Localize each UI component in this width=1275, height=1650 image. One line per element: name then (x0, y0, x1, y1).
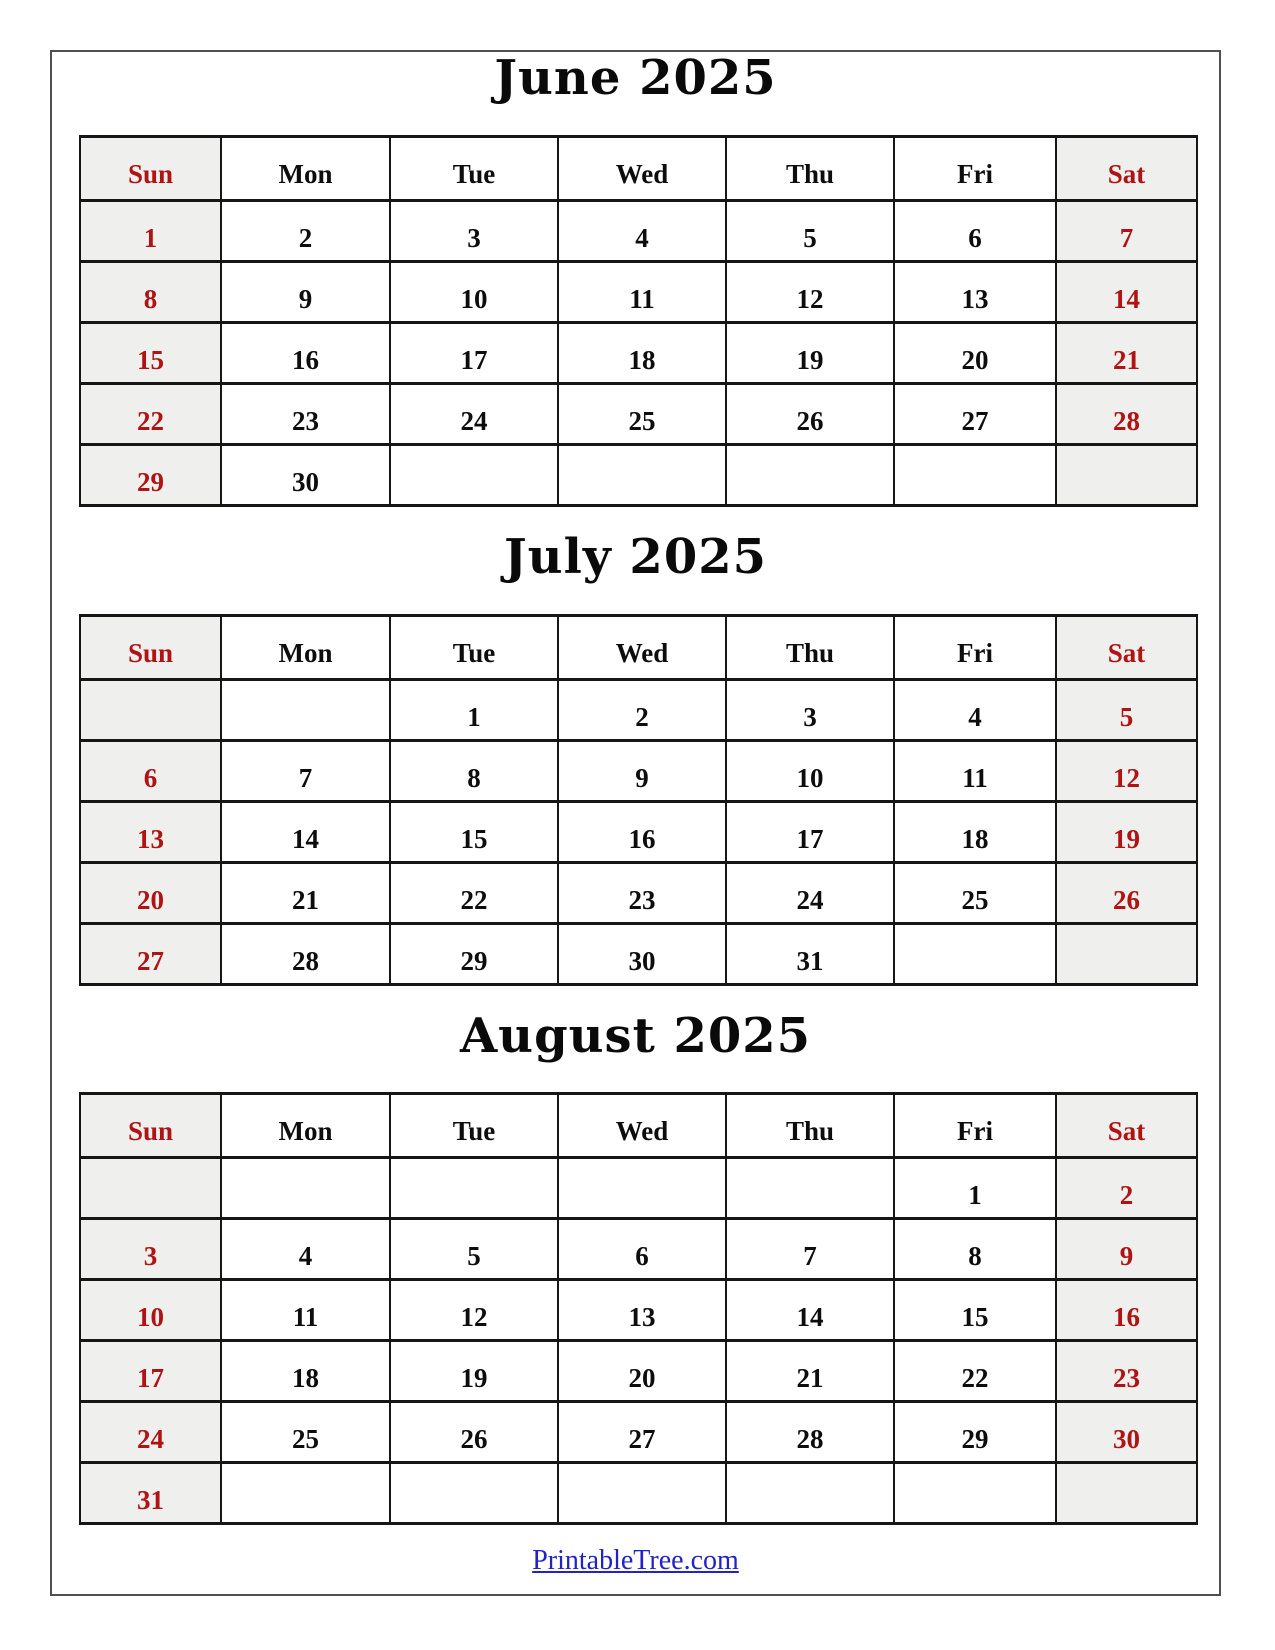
day-cell: 2 (1056, 1158, 1197, 1219)
week-row (80, 261, 1197, 322)
day-cell: 17 (726, 801, 894, 862)
week-row (80, 801, 1197, 862)
day-cell: 8 (80, 261, 221, 322)
week-row (80, 1280, 1197, 1341)
day-cell: 7 (221, 740, 390, 801)
day-cell: 22 (894, 1341, 1056, 1402)
week-row (80, 740, 1197, 801)
day-cell: 25 (558, 383, 726, 444)
empty-day-cell (80, 679, 221, 740)
day-cell: 18 (894, 801, 1056, 862)
empty-day-cell (221, 1463, 390, 1524)
day-cell: 12 (1056, 740, 1197, 801)
empty-day-cell (894, 923, 1056, 984)
empty-day-cell (390, 1158, 558, 1219)
empty-day-cell (221, 1158, 390, 1219)
day-cell: 25 (894, 862, 1056, 923)
weekday-header-thu: Thu (726, 615, 894, 679)
day-cell: 24 (726, 862, 894, 923)
empty-day-cell (221, 679, 390, 740)
weekday-header-thu: Thu (726, 1094, 894, 1158)
day-cell: 13 (894, 261, 1056, 322)
footer (52, 1545, 1219, 1577)
day-cell: 6 (80, 740, 221, 801)
day-cell: 30 (558, 923, 726, 984)
day-cell: 14 (1056, 261, 1197, 322)
weekday-header-sat: Sat (1056, 615, 1197, 679)
day-cell: 23 (558, 862, 726, 923)
day-cell: 18 (221, 1341, 390, 1402)
weekday-header-fri: Fri (894, 615, 1056, 679)
day-cell: 15 (80, 322, 221, 383)
week-row (80, 383, 1197, 444)
weekday-header-mon: Mon (221, 1094, 390, 1158)
day-cell: 6 (558, 1219, 726, 1280)
week-row (80, 1219, 1197, 1280)
empty-day-cell (558, 1463, 726, 1524)
day-cell: 7 (726, 1219, 894, 1280)
day-cell: 4 (558, 200, 726, 261)
day-cell: 30 (221, 444, 390, 505)
empty-day-cell (558, 444, 726, 505)
day-cell: 22 (390, 862, 558, 923)
day-cell: 23 (1056, 1341, 1197, 1402)
day-cell: 10 (390, 261, 558, 322)
empty-day-cell (894, 444, 1056, 505)
day-cell: 14 (221, 801, 390, 862)
weekday-header-sun: Sun (80, 1094, 221, 1158)
weekday-header-row (80, 136, 1197, 200)
day-cell: 29 (390, 923, 558, 984)
footer-link[interactable]: PrintableTree.com (532, 1545, 739, 1577)
weekday-header-sun: Sun (80, 615, 221, 679)
day-cell: 20 (558, 1341, 726, 1402)
day-cell: 30 (1056, 1402, 1197, 1463)
day-cell: 16 (558, 801, 726, 862)
day-cell: 21 (726, 1341, 894, 1402)
month-section (52, 52, 1219, 507)
day-cell: 10 (726, 740, 894, 801)
weekday-header-tue: Tue (390, 1094, 558, 1158)
week-row (80, 862, 1197, 923)
day-cell: 9 (221, 261, 390, 322)
day-cell: 28 (221, 923, 390, 984)
calendar-sheet (50, 50, 1221, 1596)
day-cell: 13 (558, 1280, 726, 1341)
day-cell: 4 (221, 1219, 390, 1280)
day-cell: 16 (221, 322, 390, 383)
day-cell: 10 (80, 1280, 221, 1341)
day-cell: 5 (1056, 679, 1197, 740)
day-cell: 9 (558, 740, 726, 801)
day-cell: 31 (80, 1463, 221, 1524)
day-cell: 15 (390, 801, 558, 862)
day-cell: 1 (390, 679, 558, 740)
day-cell: 11 (894, 740, 1056, 801)
day-cell: 6 (894, 200, 1056, 261)
empty-day-cell (894, 1463, 1056, 1524)
weekday-header-wed: Wed (558, 615, 726, 679)
day-cell: 9 (1056, 1219, 1197, 1280)
weekday-header-sat: Sat (1056, 1094, 1197, 1158)
day-cell: 26 (390, 1402, 558, 1463)
month-calendar-table (79, 1092, 1198, 1525)
month-title: June 2025 (494, 50, 777, 106)
weekday-header-row (80, 615, 1197, 679)
empty-day-cell (1056, 1463, 1197, 1524)
day-cell: 14 (726, 1280, 894, 1341)
weekday-header-row (80, 1094, 1197, 1158)
weekday-header-fri: Fri (894, 1094, 1056, 1158)
day-cell: 21 (1056, 322, 1197, 383)
day-cell: 8 (390, 740, 558, 801)
day-cell: 8 (894, 1219, 1056, 1280)
month-calendar-table (79, 135, 1198, 507)
day-cell: 13 (80, 801, 221, 862)
day-cell: 15 (894, 1280, 1056, 1341)
day-cell: 17 (390, 322, 558, 383)
day-cell: 3 (390, 200, 558, 261)
day-cell: 25 (221, 1402, 390, 1463)
day-cell: 20 (894, 322, 1056, 383)
day-cell: 12 (726, 261, 894, 322)
week-row (80, 1341, 1197, 1402)
weekday-header-fri: Fri (894, 136, 1056, 200)
day-cell: 2 (221, 200, 390, 261)
day-cell: 1 (80, 200, 221, 261)
empty-day-cell (1056, 923, 1197, 984)
day-cell: 18 (558, 322, 726, 383)
day-cell: 12 (390, 1280, 558, 1341)
weekday-header-thu: Thu (726, 136, 894, 200)
day-cell: 1 (894, 1158, 1056, 1219)
day-cell: 5 (390, 1219, 558, 1280)
day-cell: 27 (80, 923, 221, 984)
day-cell: 24 (80, 1402, 221, 1463)
empty-day-cell (726, 444, 894, 505)
day-cell: 7 (1056, 200, 1197, 261)
day-cell: 22 (80, 383, 221, 444)
month-section (52, 507, 1219, 986)
week-row (80, 923, 1197, 984)
weekday-header-mon: Mon (221, 615, 390, 679)
day-cell: 11 (558, 261, 726, 322)
weekday-header-sun: Sun (80, 136, 221, 200)
day-cell: 28 (1056, 383, 1197, 444)
day-cell: 23 (221, 383, 390, 444)
day-cell: 20 (80, 862, 221, 923)
day-cell: 21 (221, 862, 390, 923)
day-cell: 27 (894, 383, 1056, 444)
day-cell: 26 (726, 383, 894, 444)
day-cell: 27 (558, 1402, 726, 1463)
week-row (80, 322, 1197, 383)
day-cell: 29 (894, 1402, 1056, 1463)
week-row (80, 200, 1197, 261)
weekday-header-mon: Mon (221, 136, 390, 200)
week-row (80, 679, 1197, 740)
day-cell: 16 (1056, 1280, 1197, 1341)
month-calendar-table (79, 614, 1198, 986)
weekday-header-sat: Sat (1056, 136, 1197, 200)
day-cell: 2 (558, 679, 726, 740)
day-cell: 3 (726, 679, 894, 740)
day-cell: 19 (390, 1341, 558, 1402)
weekday-header-tue: Tue (390, 136, 558, 200)
week-row (80, 444, 1197, 505)
day-cell: 19 (726, 322, 894, 383)
empty-day-cell (390, 1463, 558, 1524)
day-cell: 24 (390, 383, 558, 444)
empty-day-cell (390, 444, 558, 505)
month-title: July 2025 (503, 528, 768, 585)
weekday-header-wed: Wed (558, 136, 726, 200)
weekday-header-tue: Tue (390, 615, 558, 679)
day-cell: 17 (80, 1341, 221, 1402)
month-title: August 2025 (459, 1007, 812, 1064)
week-row (80, 1158, 1197, 1219)
day-cell: 28 (726, 1402, 894, 1463)
week-row (80, 1402, 1197, 1463)
empty-day-cell (726, 1463, 894, 1524)
weekday-header-wed: Wed (558, 1094, 726, 1158)
day-cell: 11 (221, 1280, 390, 1341)
empty-day-cell (1056, 444, 1197, 505)
day-cell: 19 (1056, 801, 1197, 862)
day-cell: 31 (726, 923, 894, 984)
day-cell: 4 (894, 679, 1056, 740)
day-cell: 29 (80, 444, 221, 505)
day-cell: 3 (80, 1219, 221, 1280)
empty-day-cell (726, 1158, 894, 1219)
month-section (52, 986, 1219, 1526)
week-row (80, 1463, 1197, 1524)
day-cell: 5 (726, 200, 894, 261)
months-container (52, 52, 1219, 1525)
day-cell: 26 (1056, 862, 1197, 923)
empty-day-cell (80, 1158, 221, 1219)
empty-day-cell (558, 1158, 726, 1219)
